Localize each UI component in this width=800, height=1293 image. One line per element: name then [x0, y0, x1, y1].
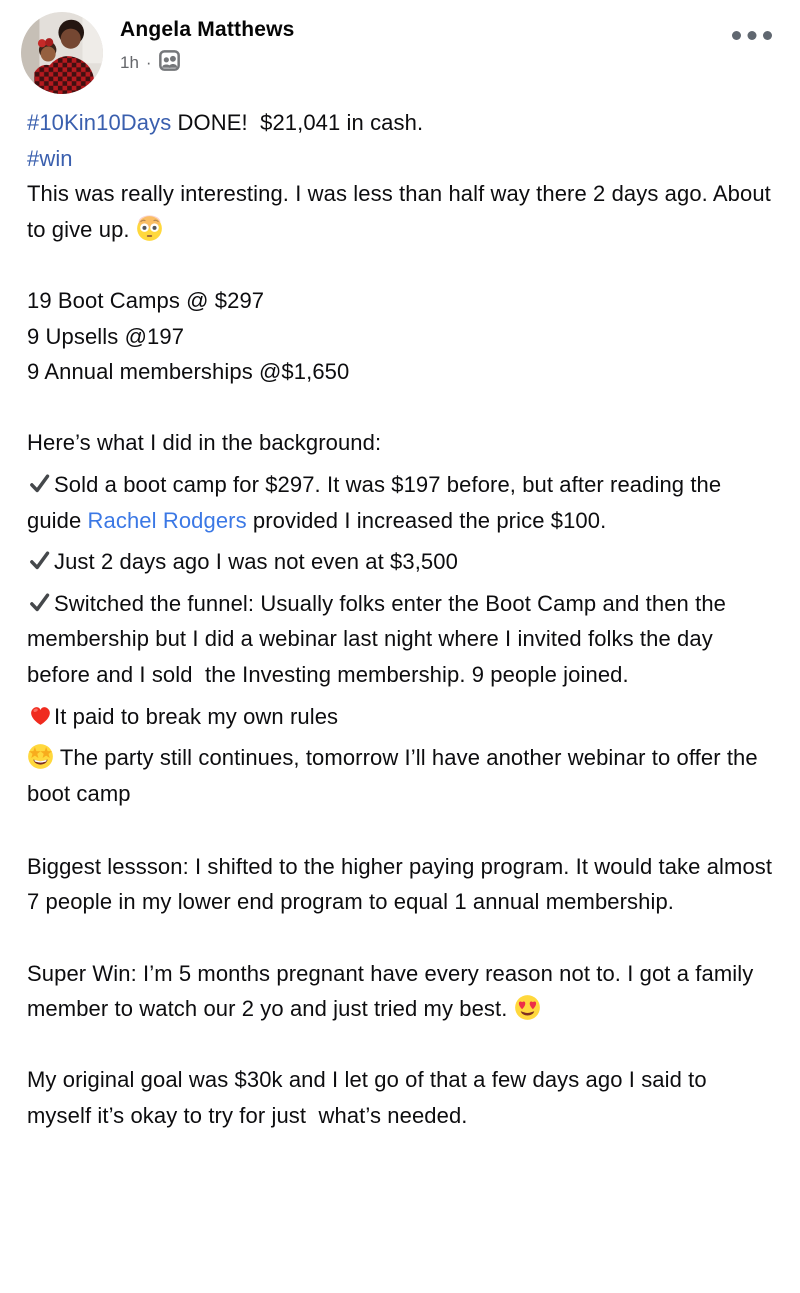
check-icon: [27, 548, 52, 573]
post-meta: [120, 50, 721, 74]
post-paragraph: [27, 1027, 774, 1063]
post-paragraph: This was really interesting. I was less than half way there 2 days ago. About to give up.: [27, 181, 778, 242]
header-text-block: [120, 12, 721, 74]
post-paragraph: It paid to break my own rules: [27, 699, 774, 735]
ellipsis-icon: [731, 29, 773, 44]
post-paragraph: Super Win: I’m 5 months pregnant have every reason not to. I got a family member to watch our 2 yo and just tried my best.: [27, 960, 760, 1022]
check-icon: [27, 590, 52, 615]
mention-link[interactable]: Rachel Rodgers: [87, 507, 247, 533]
post-paragraph: 9 Annual memberships @$1,650: [27, 359, 350, 385]
post-paragraph: #10Kin10Days DONE! $21,041 in cash.: [27, 110, 424, 135]
post-paragraph: Just 2 days ago I was not even at $3,500: [27, 544, 774, 580]
avatar[interactable]: [21, 12, 103, 94]
post-paragraph: [27, 390, 774, 426]
red-heart-icon: [27, 702, 54, 729]
post-paragraph: My original goal was $30k and I let go of that a few days ago I said to myself it’s okay to try for just what’s needed.: [27, 1067, 713, 1129]
avatar-photo-illustration: [21, 12, 103, 94]
hashtag-link[interactable]: #10Kin10Days: [27, 110, 172, 135]
post-paragraph: [27, 247, 774, 283]
post-paragraph: 19 Boot Camps @ $297: [27, 287, 265, 313]
post-paragraph: The party still continues, tomorrow I’ll have another webinar to offer the boot camp: [27, 745, 764, 806]
post-paragraph: Biggest lessson: I shifted to the higher paying program. It would take almost 7 people in my lower end program to equal 1 annual membership.: [27, 853, 779, 915]
post-paragraph: Switched the funnel: Usually folks enter the Boot Camp and then the membership but I did a webinar last night where I invited folks the day before and I sold the Investing membership. 9 people joined.: [27, 590, 733, 687]
heart-eyes-icon: [514, 994, 541, 1021]
post-paragraph: 9 Upsells @197: [27, 323, 185, 349]
post-paragraph: Sold a boot camp for $297. It was $197 before, but after reading the guide Rachel Rodgers provided I increased the price $100.: [27, 471, 728, 533]
post-paragraph: Here’s what I did in the background:: [27, 430, 382, 456]
timestamp[interactable]: 1h: [120, 52, 139, 72]
group-icon: [159, 50, 180, 74]
post-paragraph: [27, 920, 774, 956]
check-icon: [27, 471, 52, 496]
post-text: [0, 94, 800, 1134]
more-options-button[interactable]: [721, 12, 776, 41]
post-paragraph: [27, 813, 774, 849]
post-header: [0, 0, 800, 94]
star-struck-icon: [27, 743, 54, 770]
author-name[interactable]: Angela Matthews: [120, 18, 295, 41]
meta-separator: ·: [145, 52, 152, 72]
flushed-face-icon: [136, 215, 163, 242]
hashtag-link[interactable]: #win: [27, 145, 73, 171]
post-paragraph: [27, 141, 774, 177]
